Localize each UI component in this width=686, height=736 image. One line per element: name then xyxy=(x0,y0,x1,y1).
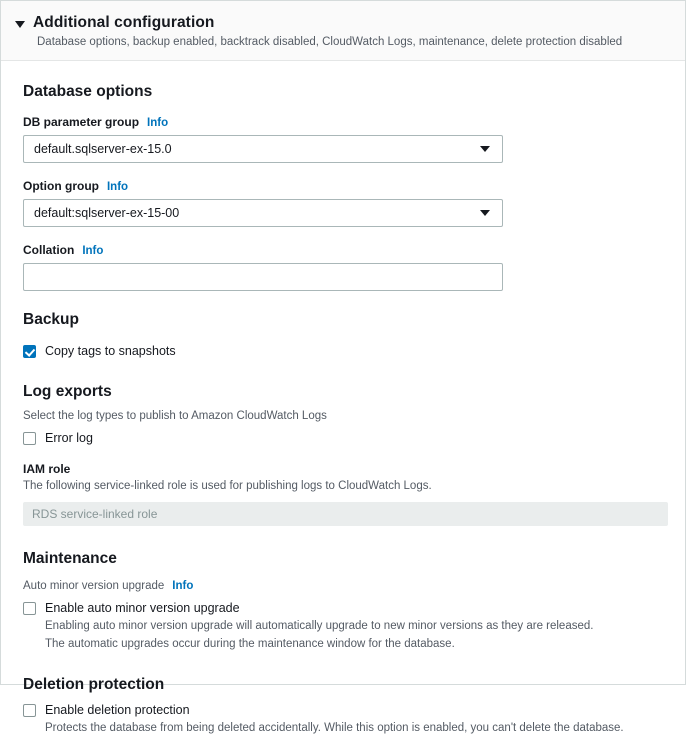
label-db-parameter-group xyxy=(23,115,667,129)
copy-tags-to-snapshots-row[interactable] xyxy=(23,343,667,359)
info-link-maintenance[interactable]: Info xyxy=(172,580,194,592)
iam-role-label: IAM role xyxy=(23,462,71,476)
enable-auto-minor-version-upgrade-checkbox[interactable] xyxy=(23,602,36,615)
label-auto-minor-version-upgrade xyxy=(23,576,667,594)
enable-deletion-protection-checkbox[interactable] xyxy=(23,704,36,717)
label-text: DB parameter group xyxy=(23,115,140,129)
db-parameter-group-select[interactable] xyxy=(23,135,503,163)
field-collation xyxy=(23,243,667,291)
option-group-select[interactable] xyxy=(23,199,503,227)
page-title: Additional configuration xyxy=(33,14,215,31)
enable-deletion-protection-row[interactable] xyxy=(23,702,667,718)
enable-auto-minor-version-upgrade-row[interactable] xyxy=(23,600,667,616)
error-log-checkbox[interactable] xyxy=(23,432,36,445)
panel-subtitle: Database options, backup enabled, backtrack disabled, CloudWatch Logs, maintenance, delete protection disabled xyxy=(37,36,623,48)
copy-tags-checkbox[interactable] xyxy=(23,345,36,358)
field-db-parameter-group xyxy=(23,115,667,163)
panel-body xyxy=(1,61,685,736)
caret-down-icon[interactable] xyxy=(15,21,25,28)
section-title-maintenance: Maintenance xyxy=(23,550,117,567)
label-text: Option group xyxy=(23,179,99,193)
error-log-label: Error log xyxy=(45,431,93,445)
auto-minor-helper-line1: Enabling auto minor version upgrade will automatically upgrade to new minor versions as they are released. xyxy=(45,620,594,632)
enable-auto-minor-version-upgrade-label: Enable auto minor version upgrade xyxy=(45,601,240,615)
iam-role-description: The following service-linked role is used for publishing logs to CloudWatch Logs. xyxy=(23,480,432,492)
section-title-backup: Backup xyxy=(23,311,79,328)
error-log-row[interactable] xyxy=(23,430,667,446)
panel-header[interactable] xyxy=(1,1,685,61)
field-option-group xyxy=(23,179,667,227)
deletion-protection-helper: Protects the database from being deleted accidentally. While this option is enabled, you can't delete the database. xyxy=(45,722,624,734)
option-group-value: default:sqlserver-ex-15-00 xyxy=(34,206,180,220)
info-link-option-group[interactable]: Info xyxy=(106,181,129,193)
iam-role-value-text: RDS service-linked role xyxy=(32,507,158,521)
label-collation xyxy=(23,243,667,257)
section-title-deletion-protection: Deletion protection xyxy=(23,676,165,693)
db-parameter-group-value: default.sqlserver-ex-15.0 xyxy=(34,142,172,156)
section-title-log-exports: Log exports xyxy=(23,383,112,400)
label-text: Auto minor version upgrade xyxy=(23,580,165,592)
log-exports-description: Select the log types to publish to Amazon CloudWatch Logs xyxy=(23,410,327,422)
info-link-db-parameter-group[interactable]: Info xyxy=(147,117,169,129)
collation-input[interactable] xyxy=(23,263,503,291)
section-title-database-options: Database options xyxy=(23,83,153,100)
label-text: Collation xyxy=(23,243,75,257)
copy-tags-label: Copy tags to snapshots xyxy=(45,344,176,358)
iam-role-value xyxy=(23,502,668,526)
auto-minor-helper-line2: The automatic upgrades occur during the maintenance window for the database. xyxy=(45,638,455,650)
chevron-down-icon xyxy=(480,210,490,216)
chevron-down-icon xyxy=(480,146,490,152)
info-link-collation[interactable]: Info xyxy=(82,245,104,257)
enable-deletion-protection-label: Enable deletion protection xyxy=(45,703,190,717)
label-option-group xyxy=(23,179,667,193)
